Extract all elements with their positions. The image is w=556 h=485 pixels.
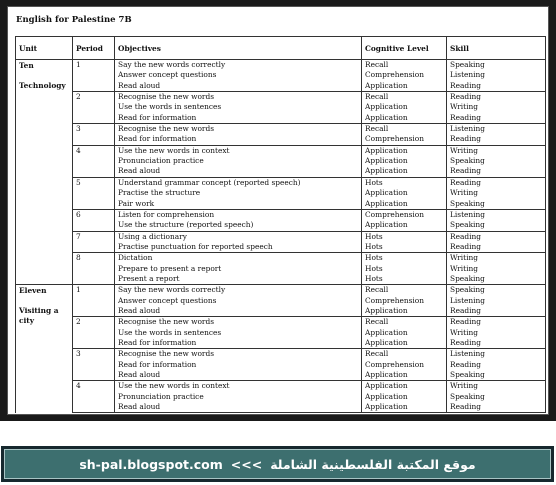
objective-cell — [115, 145, 362, 177]
table-row — [16, 60, 546, 92]
level-cell — [362, 317, 447, 349]
period-cell — [73, 349, 115, 381]
skill-text: Reading — [450, 134, 481, 144]
skill-text: Speaking — [450, 198, 485, 208]
table-row — [16, 285, 546, 317]
level-text: Recall — [365, 285, 389, 295]
skill-cell — [447, 285, 546, 317]
skill-text: Reading — [450, 402, 481, 412]
objective-cell — [115, 60, 362, 92]
skill-text: Speaking — [450, 60, 485, 69]
skill-text: Reading — [450, 241, 481, 251]
objective-text: Pronunciation practice — [118, 156, 204, 166]
skill-text: Speaking — [450, 273, 485, 283]
objective-text: Use the structure (reported speech) — [118, 220, 254, 230]
level-text: Hots — [365, 263, 383, 273]
objective-cell — [115, 92, 362, 124]
objective-text: Read for information — [118, 338, 197, 348]
objective-cell — [115, 381, 362, 413]
unit-name-line: Eleven — [19, 286, 47, 296]
objective-text: Read aloud — [118, 166, 161, 176]
unit-name-line: Technology — [19, 81, 66, 90]
objective-text: Read for information — [118, 112, 197, 122]
skill-text: Listening — [450, 349, 486, 359]
period-cell — [73, 381, 115, 413]
objective-text: Recognise the new words — [118, 124, 214, 134]
skill-cell — [447, 145, 546, 177]
objective-text: Read aloud — [118, 370, 161, 380]
objective-text: Prepare to present a report — [118, 263, 222, 273]
site-banner — [1, 446, 554, 482]
objective-text: Read aloud — [118, 80, 161, 90]
level-text: Hots — [365, 273, 383, 283]
skill-text: Reading — [450, 166, 481, 176]
column-header-unit: Unit — [16, 37, 73, 60]
level-cell — [362, 381, 447, 413]
level-text: Application — [365, 156, 408, 166]
skill-text: Listening — [450, 295, 486, 305]
table-row — [16, 253, 546, 285]
objective-cell — [115, 253, 362, 285]
level-text: Comprehension — [365, 134, 425, 144]
level-cell — [362, 349, 447, 381]
column-header-cognitive-level: Cognitive Level — [362, 37, 447, 60]
level-text: Application — [365, 220, 408, 230]
level-text: Recall — [365, 349, 389, 359]
period-number: 6 — [76, 209, 81, 219]
objective-text: Practise the structure — [118, 188, 201, 198]
period-cell — [73, 231, 115, 253]
period-number: 7 — [76, 231, 81, 241]
level-text: Hots — [365, 231, 383, 241]
level-text: Application — [365, 327, 408, 337]
skill-cell — [447, 317, 546, 349]
skill-text: Speaking — [450, 391, 485, 401]
skill-text: Speaking — [450, 156, 485, 166]
objective-text: Recognise the new words — [118, 349, 214, 359]
column-header-period: Period — [73, 37, 115, 60]
objective-text: Recognise the new words — [118, 317, 214, 327]
unit-cell — [16, 60, 73, 285]
skill-cell — [447, 209, 546, 231]
table-row — [16, 317, 546, 349]
objective-text: Practise punctuation for reported speech — [118, 241, 273, 251]
table-row — [16, 92, 546, 124]
level-text: Comprehension — [365, 209, 425, 219]
level-text: Recall — [365, 60, 389, 69]
level-text: Recall — [365, 124, 389, 134]
level-cell — [362, 60, 447, 92]
table-row — [16, 209, 546, 231]
period-cell — [73, 124, 115, 146]
objective-text: Use the new words in context — [118, 381, 230, 391]
level-text: Hots — [365, 253, 383, 263]
skill-text: Reading — [450, 80, 481, 90]
level-text: Recall — [365, 92, 389, 102]
level-text: Application — [365, 381, 408, 391]
table-row — [16, 145, 546, 177]
objective-text: Listen for comprehension — [118, 209, 215, 219]
skill-cell — [447, 177, 546, 209]
skill-cell — [447, 92, 546, 124]
objective-cell — [115, 349, 362, 381]
period-cell — [73, 60, 115, 92]
skill-text: Reading — [450, 359, 481, 369]
objective-cell — [115, 231, 362, 253]
level-cell — [362, 209, 447, 231]
period-cell — [73, 253, 115, 285]
period-cell — [73, 92, 115, 124]
skill-text: Reading — [450, 338, 481, 348]
skill-text: Speaking — [450, 370, 485, 380]
period-cell — [73, 317, 115, 349]
objective-text: Use the words in sentences — [118, 102, 222, 112]
skill-text: Reading — [450, 92, 481, 102]
period-number: 2 — [76, 92, 81, 102]
objective-cell — [115, 209, 362, 231]
skill-cell — [447, 231, 546, 253]
column-header-skill: Skill — [447, 37, 546, 60]
banner-arrows: <<< — [230, 456, 263, 472]
objective-text: Understand grammar concept (reported speech) — [118, 177, 301, 187]
skill-text: Writing — [450, 253, 478, 263]
level-text: Comprehension — [365, 295, 425, 305]
level-cell — [362, 285, 447, 317]
objective-text: Read for information — [118, 134, 197, 144]
skill-text: Reading — [450, 112, 481, 122]
level-text: Application — [365, 402, 408, 412]
objective-text: Pair work — [118, 198, 155, 208]
table-row — [16, 381, 546, 413]
objective-cell — [115, 317, 362, 349]
level-text: Application — [365, 198, 408, 208]
skill-text: Listening — [450, 209, 486, 219]
skill-text: Listening — [450, 70, 486, 80]
level-text: Hots — [365, 241, 383, 251]
banner-arabic-text: موقع المكتبة الفلسطينية الشاملة — [270, 456, 476, 472]
skill-cell — [447, 253, 546, 285]
skill-cell — [447, 349, 546, 381]
banner-url[interactable]: sh-pal.blogspot.com — [79, 456, 223, 472]
unit-name-line: Ten — [19, 61, 34, 70]
objective-text: Recognise the new words — [118, 92, 214, 102]
objective-text: Read aloud — [118, 305, 161, 315]
objective-text: Say the new words correctly — [118, 285, 226, 295]
unit-cell — [16, 285, 73, 413]
unit-name-line: Visiting a — [19, 306, 59, 316]
table-row — [16, 231, 546, 253]
level-cell — [362, 177, 447, 209]
skill-text: Speaking — [450, 285, 485, 295]
period-cell — [73, 177, 115, 209]
objective-text: Pronunciation practice — [118, 391, 204, 401]
skill-cell — [447, 60, 546, 92]
unit-name-line: city — [19, 316, 35, 326]
period-number: 4 — [76, 145, 81, 155]
skill-text: Writing — [450, 263, 478, 273]
period-number: 3 — [76, 124, 81, 134]
skill-cell — [447, 381, 546, 413]
period-number: 3 — [76, 349, 81, 359]
level-cell — [362, 253, 447, 285]
objective-text: Use the new words in context — [118, 145, 230, 155]
level-text: Comprehension — [365, 359, 425, 369]
period-number: 4 — [76, 381, 81, 391]
level-text: Application — [365, 305, 408, 315]
period-number: 5 — [76, 177, 81, 187]
table-row — [16, 349, 546, 381]
period-number: 1 — [76, 285, 81, 295]
objective-text: Read for information — [118, 359, 197, 369]
objective-text: Use the words in sentences — [118, 327, 222, 337]
objective-cell — [115, 124, 362, 146]
level-text: Application — [365, 188, 408, 198]
level-cell — [362, 231, 447, 253]
level-text: Application — [365, 112, 408, 122]
document-page — [7, 6, 549, 415]
level-cell — [362, 92, 447, 124]
skill-text: Writing — [450, 102, 478, 112]
objective-text: Say the new words correctly — [118, 60, 226, 69]
period-cell — [73, 209, 115, 231]
skill-cell — [447, 124, 546, 146]
objective-text: Answer concept questions — [118, 295, 217, 305]
skill-text: Reading — [450, 305, 481, 315]
period-number: 8 — [76, 253, 81, 263]
lesson-plan-table — [15, 36, 546, 413]
objective-cell — [115, 177, 362, 209]
objective-text: Answer concept questions — [118, 70, 217, 80]
period-number: 2 — [76, 317, 81, 327]
objective-text: Read aloud — [118, 402, 161, 412]
level-cell — [362, 145, 447, 177]
objective-text: Using a dictionary — [118, 231, 187, 241]
level-text: Recall — [365, 317, 389, 327]
skill-text: Speaking — [450, 220, 485, 230]
skill-text: Listening — [450, 124, 486, 134]
table-body — [16, 60, 546, 413]
level-text: Application — [365, 370, 408, 380]
level-text: Application — [365, 338, 408, 348]
objective-text: Present a report — [118, 273, 180, 283]
skill-text: Reading — [450, 177, 481, 187]
period-number: 1 — [76, 60, 81, 69]
objective-text: Dictation — [118, 253, 153, 263]
level-text: Application — [365, 391, 408, 401]
level-text: Comprehension — [365, 70, 425, 80]
banner-inner[interactable] — [4, 449, 551, 479]
period-cell — [73, 145, 115, 177]
period-cell — [73, 285, 115, 317]
skill-text: Writing — [450, 327, 478, 337]
skill-text: Writing — [450, 188, 478, 198]
skill-text: Writing — [450, 145, 478, 155]
level-text: Application — [365, 166, 408, 176]
skill-text: Writing — [450, 381, 478, 391]
table-row — [16, 177, 546, 209]
table-header-row — [16, 37, 546, 60]
level-text: Application — [365, 102, 408, 112]
level-cell — [362, 124, 447, 146]
skill-text: Reading — [450, 231, 481, 241]
column-header-objectives: Objectives — [115, 37, 362, 60]
level-text: Application — [365, 80, 408, 90]
table-row — [16, 124, 546, 146]
objective-cell — [115, 285, 362, 317]
document-title: English for Palestine 7B — [16, 15, 132, 25]
level-text: Application — [365, 145, 408, 155]
skill-text: Reading — [450, 317, 481, 327]
level-text: Hots — [365, 177, 383, 187]
